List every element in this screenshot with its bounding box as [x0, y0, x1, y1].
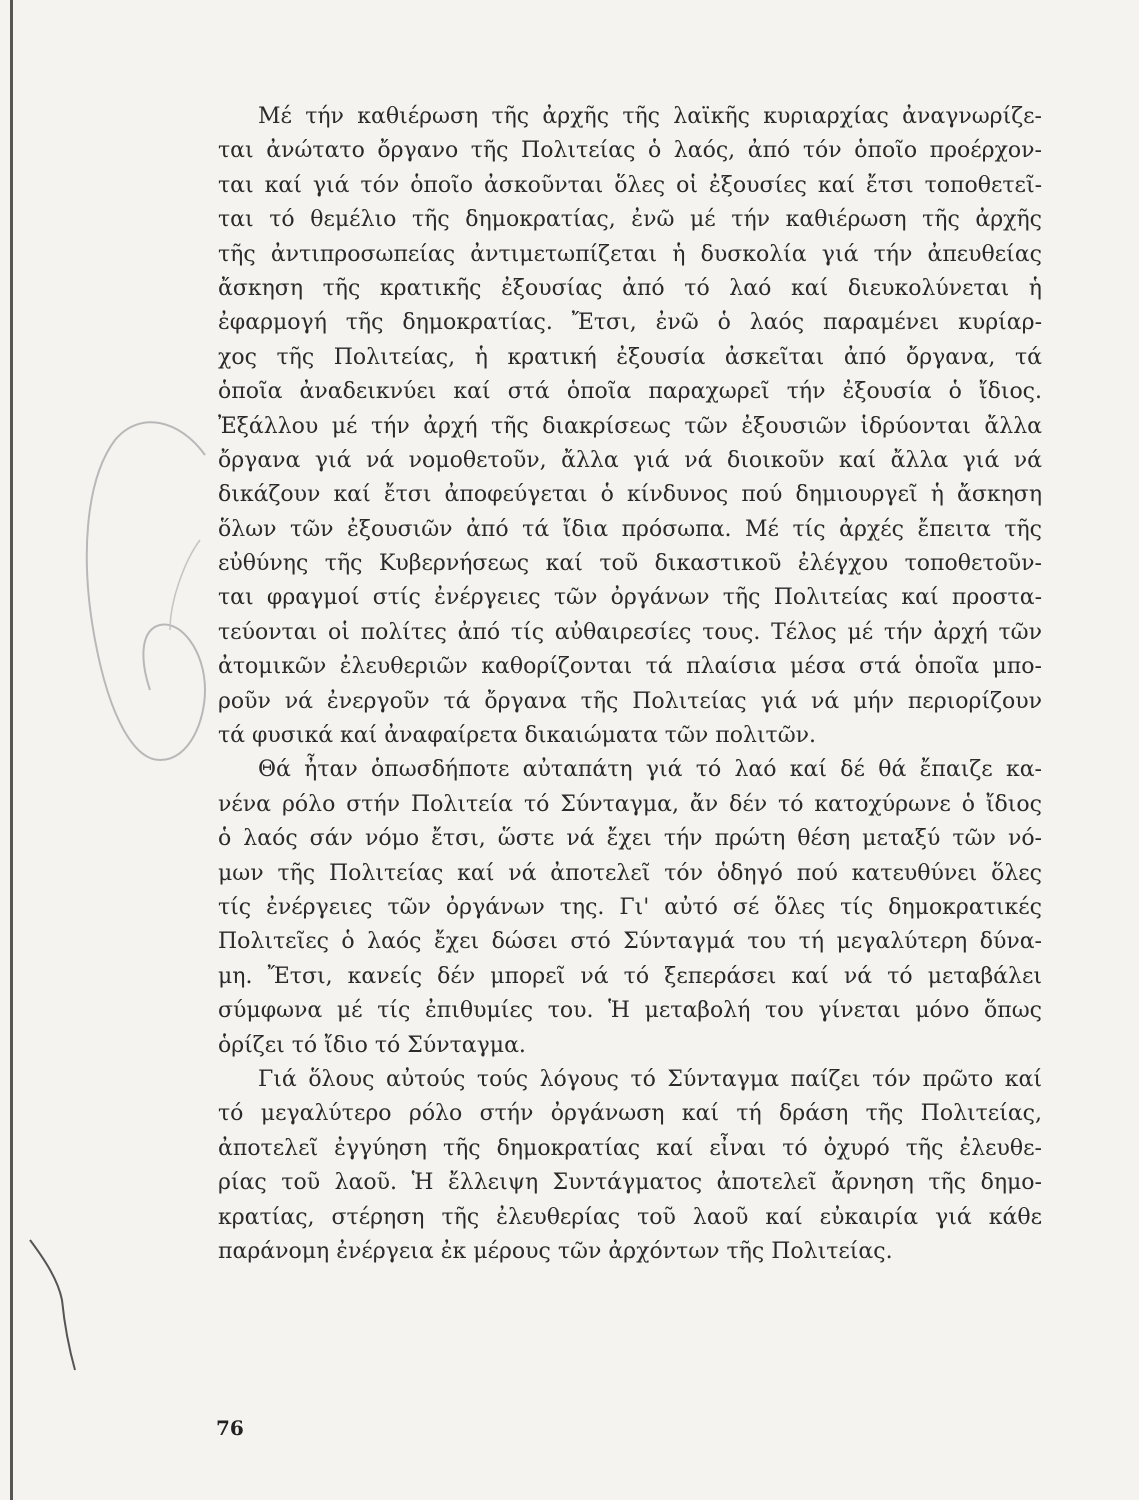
text-line: ὄργανα γιά νά νομοθετοῦν, ἄλλα γιά νά διοικοῦν καί ἄλλα γιά νά [218, 447, 1042, 473]
text-line: τά φυσικά καί ἀναφαίρετα δικαιώματα τῶν πολιτῶν. [218, 723, 817, 749]
page-number: 76 [216, 1416, 244, 1440]
text-line: ται ἀνώτατο ὄργανο τῆς Πολιτείας ὁ λαός, ἀπό τόν ὁποῖο προέρχον- [218, 138, 1042, 164]
text-line: Πολιτεῖες ὁ λαός ἔχει δώσει στό Σύνταγμά του τή μεγαλύτερη δύνα- [218, 929, 1042, 955]
text-line: ἄσκηση τῆς κρατικῆς ἐξουσίας ἀπό τό λαό καί διευκολύνεται ἡ [218, 275, 1042, 301]
margin-tick-mark [30, 1240, 75, 1370]
paragraph-1 [218, 100, 1042, 753]
text-line: χος τῆς Πολιτείας, ἡ κρατική ἐξουσία ἀσκεῖται ἀπό ὄργανα, τά [218, 344, 1042, 370]
text-line: ρίας τοῦ λαοῦ. Ἡ ἔλλειψη Συντάγματος ἀποτελεῖ ἄρνηση τῆς δημο- [218, 1170, 1042, 1196]
scribble-loop [87, 422, 205, 760]
text-line: ὁποῖα ἀναδεικνύει καί στά ὁποῖα παραχωρεῖ τήν ἐξουσία ὁ ἴδιος. [218, 379, 1042, 405]
page-binding-edge [10, 0, 13, 1500]
text-line: τίς ἐνέργειες τῶν ὀργάνων της. Γι' αὐτό σέ ὅλες τίς δημοκρατικές [218, 894, 1042, 920]
text-line: μη. Ἔτσι, κανείς δέν μπορεῖ νά τό ξεπεράσει καί νά τό μεταβάλει [218, 963, 1042, 989]
text-line: ἐφαρμογή τῆς δημοκρατίας. Ἔτσι, ἐνῶ ὁ λαός παραμένει κυρίαρ- [218, 310, 1042, 336]
text-line: ται φραγμοί στίς ἐνέργειες τῶν ὀργάνων τῆς Πολιτείας καί προστα- [218, 585, 1042, 611]
text-line: μων τῆς Πολιτείας καί νά ἀποτελεῖ τόν ὁδηγό πού κατευθύνει ὅλες [218, 860, 1042, 886]
text-line: ἀτομικῶν ἐλευθεριῶν καθορίζονται τά πλαίσια μέσα στά ὁποῖα μπο- [218, 654, 1042, 680]
paragraph-2 [218, 753, 1042, 1063]
body-text [218, 100, 1042, 1269]
text-line: νένα ρόλο στήν Πολιτεία τό Σύνταγμα, ἄν δέν τό κατοχύρωνε ὁ ἴδιος [218, 791, 1042, 817]
text-line: παράνομη ἐνέργεια ἐκ μέρους τῶν ἀρχόντων τῆς Πολιτείας. [218, 1238, 893, 1264]
text-line: ται καί γιά τόν ὁποῖο ἀσκοῦνται ὅλες οἱ ἐξουσίες καί ἔτσι τοποθετεῖ- [218, 172, 1042, 198]
text-line: Θά ἦταν ὁπωσδήποτε αὐταπάτη γιά τό λαό καί δέ θά ἔπαιζε κα- [258, 757, 1042, 783]
text-line: Ἐξάλλου μέ τήν ἀρχή τῆς διακρίσεως τῶν ἐξουσιῶν ἱδρύονται ἄλλα [218, 413, 1042, 439]
text-line: σύμφωνα μέ τίς ἐπιθυμίες του. Ἡ μεταβολή του γίνεται μόνο ὅπως [218, 998, 1042, 1024]
text-line: κρατίας, στέρηση τῆς ἐλευθερίας τοῦ λαοῦ καί εὐκαιρία γιά κάθε [218, 1204, 1042, 1230]
text-line: εὐθύνης τῆς Κυβερνήσεως καί τοῦ δικαστικοῦ ἐλέγχου τοποθετοῦν- [218, 551, 1042, 577]
text-line: ροῦν νά ἐνεργοῦν τά ὄργανα τῆς Πολιτείας γιά νά μήν περιορίζουν [218, 688, 1042, 714]
text-line: δικάζουν καί ἔτσι ἀποφεύγεται ὁ κίνδυνος πού δημιουργεῖ ἡ ἄσκηση [218, 482, 1042, 508]
text-line: ται τό θεμέλιο τῆς δημοκρατίας, ἐνῶ μέ τήν καθιέρωση τῆς ἀρχῆς [218, 207, 1042, 233]
text-line: τῆς ἀντιπροσωπείας ἀντιμετωπίζεται ἡ δυσκολία γιά τήν ἀπευθείας [218, 241, 1042, 267]
text-line: ὁ λαός σάν νόμο ἔτσι, ὥστε νά ἔχει τήν πρώτη θέση μεταξύ τῶν νό- [218, 826, 1042, 852]
text-line: Μέ τήν καθιέρωση τῆς ἀρχῆς τῆς λαϊκῆς κυριαρχίας ἀναγνωρίζε- [258, 104, 1042, 129]
text-line: Γιά ὅλους αὐτούς τούς λόγους τό Σύνταγμα παίζει τόν πρῶτο καί [258, 1066, 1042, 1092]
text-line: ἀποτελεῖ ἐγγύηση τῆς δημοκρατίας καί εἶναι τό ὀχυρό τῆς ἐλευθε- [218, 1135, 1042, 1161]
text-line: ὅλων τῶν ἐξουσιῶν ἀπό τά ἴδια πρόσωπα. Μέ τίς ἀρχές ἔπειτα τῆς [218, 516, 1042, 542]
text-line: τό μεγαλύτερο ρόλο στήν ὀργάνωση καί τή δράση τῆς Πολιτείας, [218, 1101, 1042, 1127]
paragraph-3 [218, 1063, 1042, 1269]
scribble-stroke [170, 540, 200, 630]
text-line: τεύονται οἱ πολίτες ἀπό τίς αὐθαιρεσίες τους. Τέλος μέ τήν ἀρχή τῶν [218, 619, 1042, 645]
text-line: ὁρίζει τό ἴδιο τό Σύνταγμα. [218, 1032, 526, 1058]
